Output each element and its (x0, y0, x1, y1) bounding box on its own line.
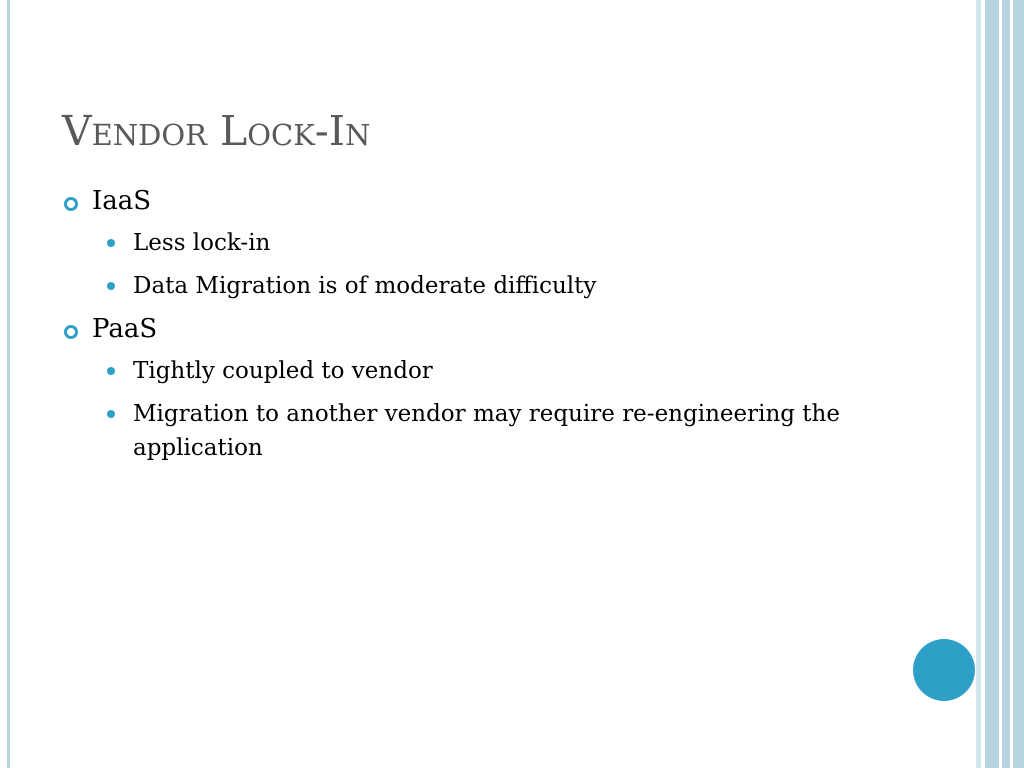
ring-bullet-icon (64, 197, 78, 211)
bullet-text: Migration to another vendor may require re-engineering the application (133, 401, 840, 461)
list-item-paas (62, 312, 922, 346)
bullet-text: Less lock-in (133, 230, 271, 256)
disc-bullet-icon (107, 282, 115, 290)
bullet-text: Tightly coupled to vendor (133, 358, 433, 384)
bullet-heading: PaaS (92, 314, 158, 344)
list-item (62, 269, 922, 303)
disc-bullet-icon (107, 410, 115, 418)
ring-bullet-icon (64, 325, 78, 339)
disc-bullet-icon (107, 367, 115, 375)
list-item-iaas (62, 184, 922, 218)
disc-bullet-icon (107, 239, 115, 247)
circle-decoration (913, 639, 975, 701)
slide-title: Vendor Lock-In (62, 107, 371, 155)
list-item (62, 354, 922, 388)
left-border-rule (7, 0, 10, 768)
list-item (62, 226, 922, 260)
bullet-text: Data Migration is of moderate difficulty (133, 273, 597, 299)
right-border-stripes (976, 0, 1024, 768)
list-item (62, 397, 922, 465)
bullet-list (62, 184, 922, 474)
bullet-heading: IaaS (92, 186, 152, 216)
